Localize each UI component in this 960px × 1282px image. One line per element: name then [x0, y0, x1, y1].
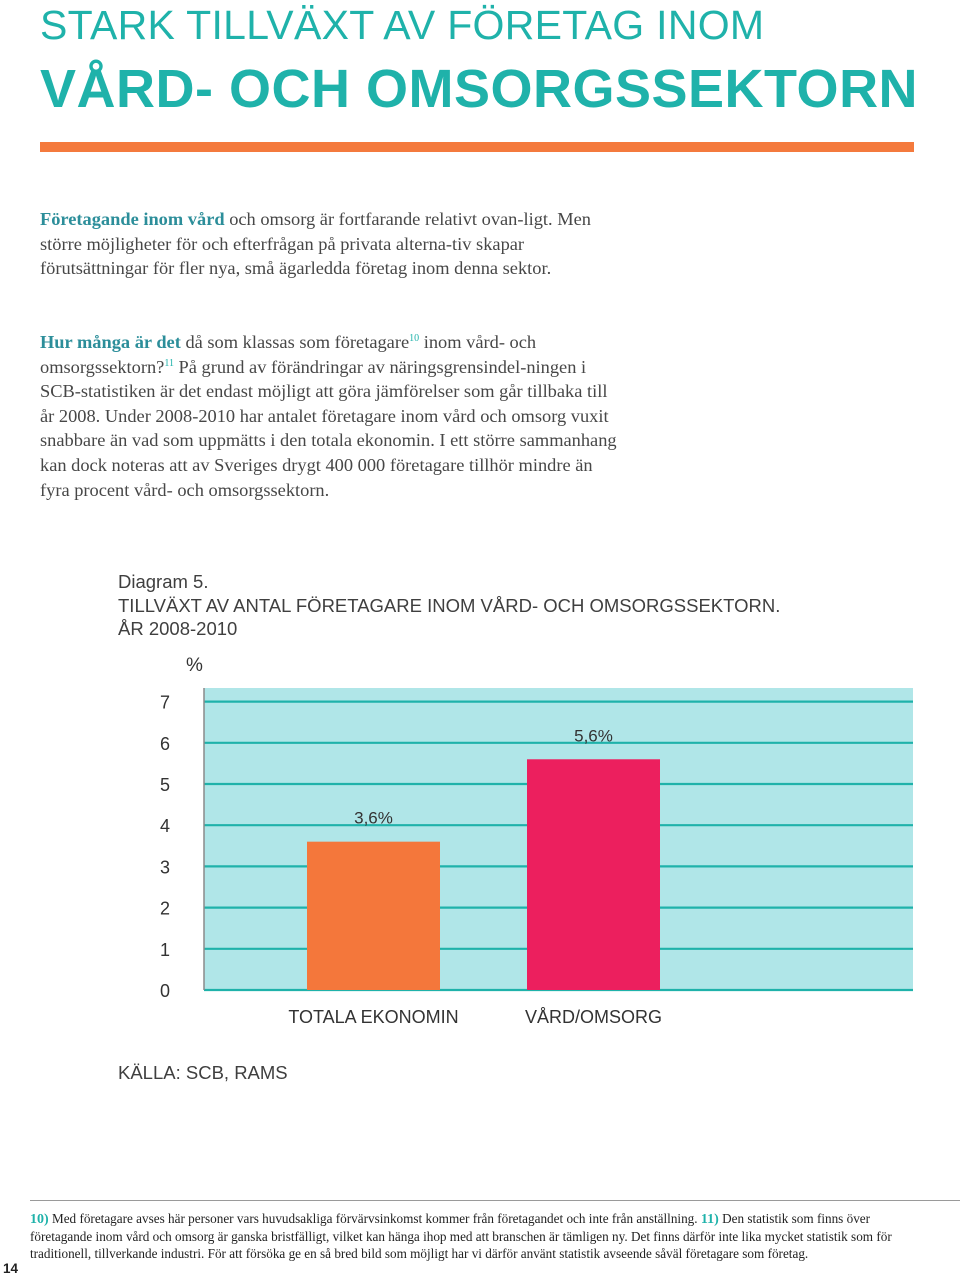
footnote-ref-11[interactable]: 11 [164, 357, 174, 369]
y-tick-label-3: 3 [159, 857, 171, 878]
y-tick-label-5: 5 [159, 775, 171, 795]
page-number: 14 [3, 1261, 19, 1276]
count-text-b: inom vård- och omsorgssektorn? [40, 332, 537, 377]
category-label-0: TOTALA EKONOMIN [288, 1007, 459, 1027]
bar-data-label-0: 3,6% [354, 808, 393, 828]
footnote-ref-10[interactable]: 10 [409, 333, 420, 344]
bar-1 [527, 759, 660, 990]
page-title-line2: VÅRD- OCH OMSORGSSEKTORN [40, 59, 919, 119]
count-lead: Hur många är det [40, 332, 181, 352]
intro-text: och omsorg är fortfarande relativt ovan-ligt. Men större möjligheter för och efterfrågan på privata alterna-tiv skapar förutsättningar för fler nya, små ägarledda företag inom denna sektor. [40, 209, 591, 279]
page-title-line1: STARK TILLVÄXT AV FÖRETAG INOM [40, 2, 765, 48]
y-axis-unit: % [186, 655, 203, 676]
chart-source: KÄLLA: SCB, RAMS [118, 1062, 288, 1083]
category-label-1: VÅRD/OMSORG [524, 1007, 663, 1027]
y-tick-label-0: 0 [159, 981, 171, 1001]
y-tick-label-2: 2 [159, 898, 171, 919]
bar-data-label-1: 5,6% [574, 726, 613, 746]
intro-lead: Företagande inom vård [40, 209, 225, 229]
footnote-text-10: Med företagare avses här personer vars huvudsakliga förvärvsinkomst kommer från företagandet och inte från anställning. [48, 1211, 701, 1226]
footnote-number-10: 10) [30, 1212, 49, 1227]
count-text-a: då som klassas som företagare [180, 332, 410, 352]
y-tick-label-4: 4 [159, 816, 171, 837]
footnote-number-11: 11) [700, 1212, 719, 1227]
footnotes [30, 1210, 935, 1262]
y-tick-label-1: 1 [159, 939, 171, 960]
diagram-label: Diagram 5. [118, 571, 209, 592]
diagram-title-line1: TILLVÄXT AV ANTAL FÖRETAGARE INOM VÅRD- OCH OMSORGSSEKTORN. [118, 594, 781, 616]
y-tick-label-7: 7 [159, 692, 171, 713]
y-tick-label-6: 6 [159, 733, 171, 754]
diagram-title-line2: ÅR 2008-2010 [118, 618, 238, 639]
footnote-divider [30, 1200, 960, 1201]
bar-0 [307, 842, 440, 990]
footnote-text-11: Den statistik som finns över företagande inom vård och omsorg är ganska bristfälligt, vilket kan hänga ihop med att branschen är tämligen ny. Det finns därför inte lika mycket statistik som för traditionell, tillverkande industri. För att försöka ge en så bred bild som möjligt har vi därför använt statistik avseende såväl företagare som företag. [30, 1211, 892, 1261]
count-text-c: På grund av förändringar av näringsgrensindel-ningen i SCB-statistiken är det endast möjligt att göra jämförelser som går tillbaka till år 2008. Under 2008-2010 har antalet företagare inom vård och omsorg vuxit snabbare än vad som uppmätts i den totala ekonomin. I ett större sammanhang kan dock noteras att av Sveriges drygt 400 000 företagare tillhör mindre än fyra procent vård- och omsorgssektorn. [40, 356, 617, 500]
